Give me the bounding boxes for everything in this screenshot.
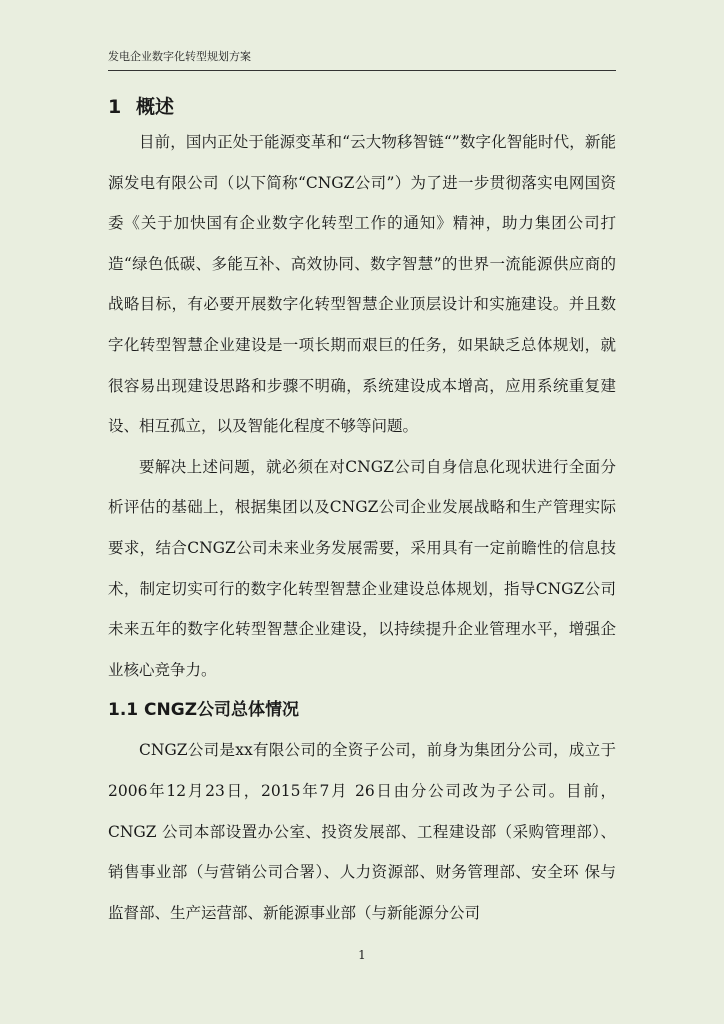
section-heading — [108, 92, 616, 122]
body-paragraph: 目前，国内正处于能源变革和“云大物移智链“”数字化智能时代，新能源发电有限公司（以下简称“CNGZ公司”）为了进一步贯彻落实电网国资委《关于加快国有企业数字化转型工作的通知》精神，助力集团公司打造“绿色低碳、多能互补、高效协同、数字智慧”的世界一流能源供应商的战略目标，有必要开展数字化转型智慧企业顶层设计和实施建设。并且数字化转型智慧企业建设是一项长期而艰巨的任务，如果缺乏总体规划，就很容易出现建设思路和步骤不明确，系统建设成本增高，应用系统重复建设、相互孤立，以及智能化程度不够等问题。 — [108, 133, 616, 436]
header-title: 发电企业数字化转型规划方案 — [108, 50, 251, 63]
section-title: 概述 — [136, 96, 175, 118]
section-number: 1 — [108, 96, 122, 118]
body-paragraph: 要解决上述问题，就必须在对CNGZ公司自身信息化现状进行全面分析评估的基础上，根据集团以及CNGZ公司企业发展战略和生产管理实际要求，结合CNGZ公司未来业务发展需要，采用具有一定前瞻性的信息技术，制定切实可行的数字化转型智慧企业建设总体规划，指导CNGZ公司未来五年的数字化转型智慧企业建设，以持续提升企业管理水平，增强企业核心竞争力。 — [108, 457, 616, 679]
page-footer — [0, 948, 724, 962]
body-paragraph: CNGZ公司是xx有限公司的全资子公司，前身为集团分公司，成立于2006年12月23日，2015年7月 26日由分公司改为子公司。目前，CNGZ 公司本部设置办公室、投资发展部、工程建设部（采购管理部）、销售事业部（与营销公司合署）、人力资源部、财务管理部、安全环 保与监督部、生产运营部、新能源事业部（与新能源分公司 — [108, 741, 616, 922]
page-number: 1 — [358, 948, 366, 962]
running-header — [108, 50, 616, 71]
page-body — [108, 92, 616, 933]
subsection-heading: 1.1 CNGZ公司总体情况 — [108, 700, 300, 721]
